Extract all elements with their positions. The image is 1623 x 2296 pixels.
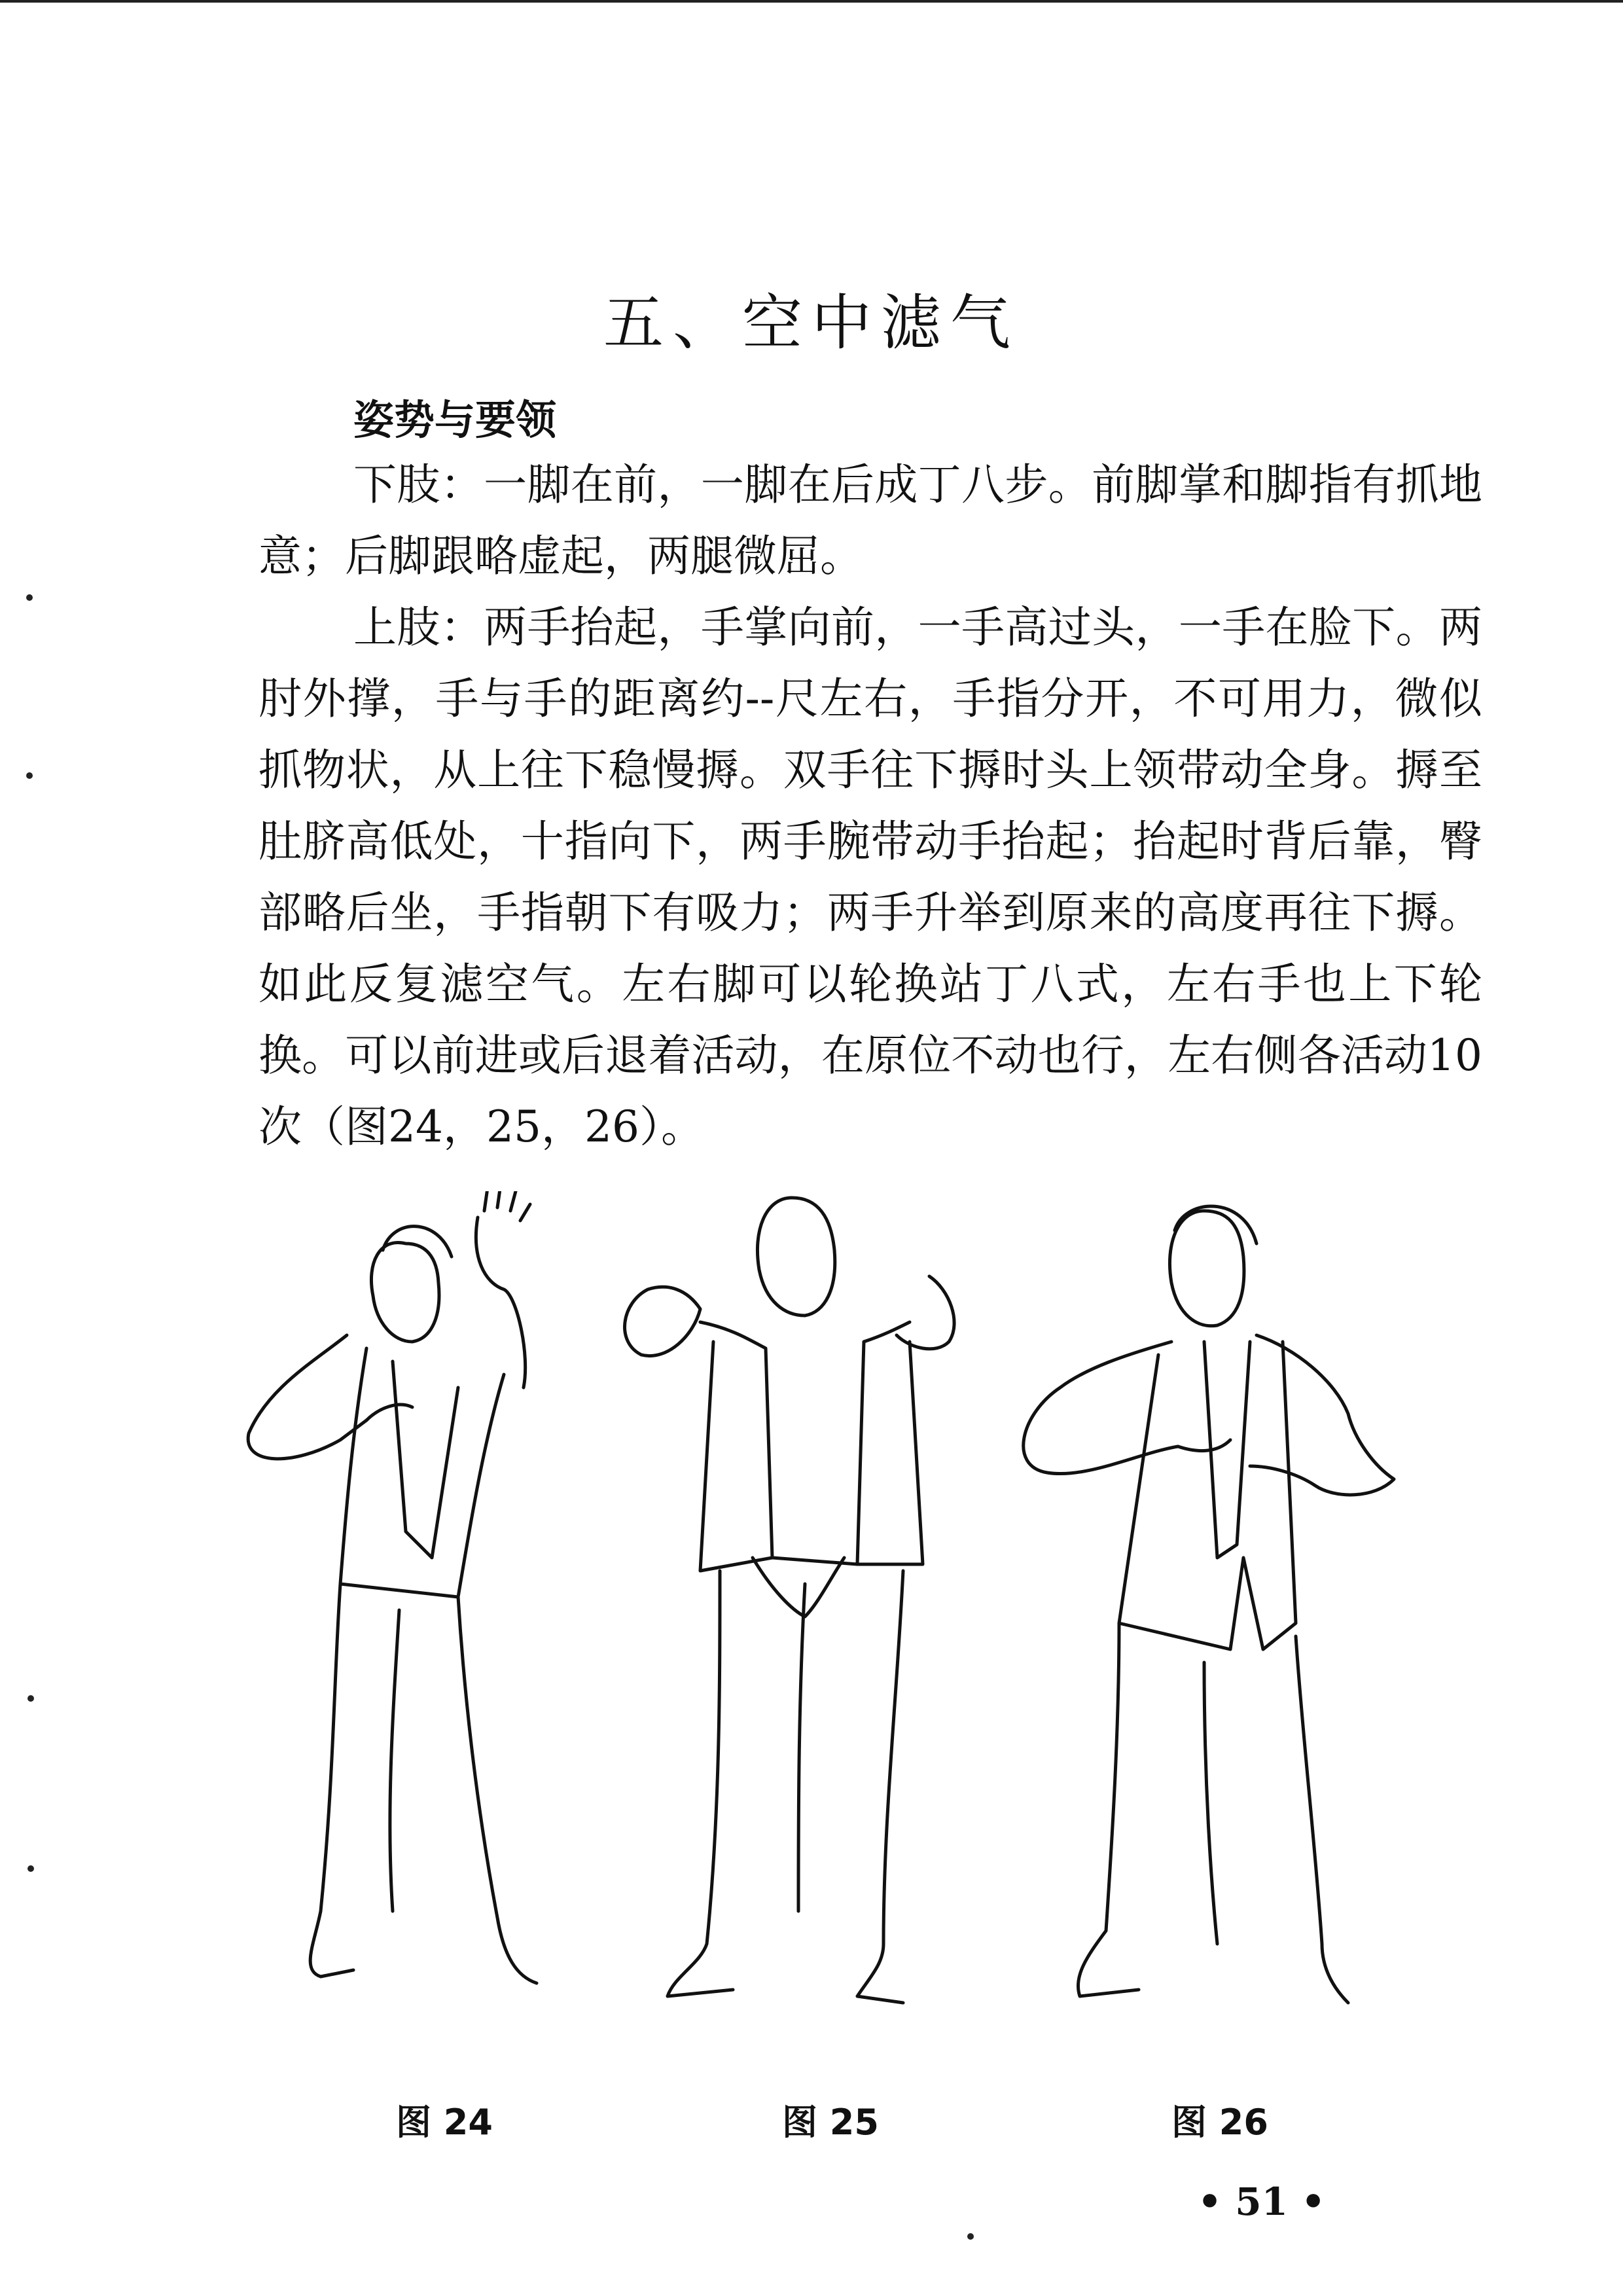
scan-speck [26,594,33,601]
figure-25-drawing [622,1191,1014,2062]
scan-speck [26,772,33,779]
figure-26-illustration [1008,1191,1400,2062]
scan-speck [27,1695,34,1702]
figure-24-caption: 图 24 [396,2102,493,2143]
scan-speck [27,1865,34,1872]
body-text [259,449,1482,1162]
figure-25-illustration [622,1191,1014,2062]
figure-25-caption: 图 25 [782,2102,879,2143]
figure-24-illustration [242,1191,635,2062]
paragraph-upper-limbs: 上肢：两手抬起，手掌向前，一手高过头，一手在脸下。两肘外撑，手与手的距离约--尺左右，手指分开，不可用力，微似抓物状，从上往下稳慢搙。双手往下搙时头上领带动全身。搙至肚脐高低处，十指向下，两手腕带动手抬起；抬起时背后靠，臀部略后坐，手指朝下有吸力；两手升举到原来的高度再往下搙。如此反复滤空气。左右脚可以轮换站丁八式，左右手也上下轮换。可以前进或后退着活动，在原位不动也行，左右侧各活动10次（图24，25，26）。 [259,602,1482,1152]
scan-speck [967,2233,974,2240]
section-title: 五、空中滤气 [603,288,1020,358]
top-border [0,0,1623,3]
paragraph-lower-limbs: 下肢：一脚在前，一脚在后成丁八步。前脚掌和脚指有抓地意；后脚跟略虚起，两腿微屈。 [259,459,1482,581]
figure-24-drawing [242,1191,635,2062]
page-number: • 51 • [1198,2179,1326,2224]
subheading: 姿势与要领 [353,396,557,444]
figure-26-drawing [1008,1191,1400,2062]
figure-26-caption: 图 26 [1171,2102,1268,2143]
